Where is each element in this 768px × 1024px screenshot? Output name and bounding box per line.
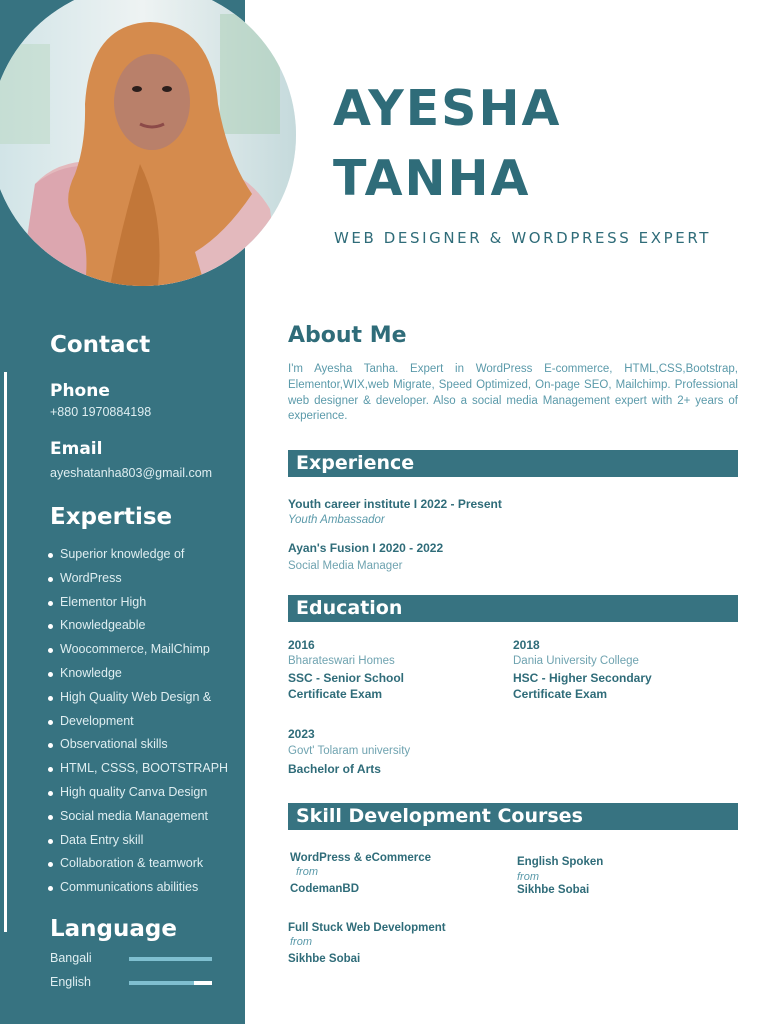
language-row	[50, 951, 220, 967]
expertise-item: WordPress	[46, 567, 236, 591]
experience-item-role: Social Media Manager	[288, 560, 403, 572]
education-year: 2018	[513, 638, 540, 652]
expertise-list	[46, 543, 236, 900]
expertise-item: High quality Canva Design	[46, 781, 236, 805]
first-name: AYESHA	[333, 80, 562, 137]
language-row	[50, 975, 220, 991]
courses-heading: Skill Development Courses	[288, 803, 738, 830]
education-heading: Education	[288, 595, 738, 622]
about-paragraph: I'm Ayesha Tanha. Expert in WordPress E-commerce, HTML,CSS,Bootstrap, Elementor,WIX,web Migrate, Speed Optimized, On-page SEO, Mailchimp. Professional web designer & developer. Also a social media Management expert with 2+ years of experience.	[288, 363, 738, 423]
expertise-item: Communications abilities	[46, 876, 236, 900]
expertise-item: Woocommerce, MailChimp	[46, 638, 236, 662]
course-from: from	[517, 871, 539, 883]
experience-item-heading: Youth career institute I 2022 - Present	[288, 497, 502, 511]
language-level-bar	[129, 957, 212, 961]
education-degree-cont: Certificate Exam	[288, 687, 383, 701]
language-level-fill	[129, 981, 194, 985]
expertise-item: High Quality Web Design &	[46, 686, 236, 710]
expertise-item: Superior knowledge of	[46, 543, 236, 567]
expertise-item: Knowledgeable	[46, 614, 236, 638]
expertise-item: Collaboration & teamwork	[46, 852, 236, 876]
course-provider: Sikhbe Sobai	[517, 884, 590, 896]
expertise-item: Social media Management	[46, 805, 236, 829]
expertise-item: HTML, CSSS, BOOTSTRAPH	[46, 757, 236, 781]
education-degree-cont: Certificate Exam	[513, 687, 608, 701]
contact-heading: Contact	[50, 332, 151, 358]
education-school: Bharateswari Homes	[288, 655, 395, 667]
course-provider: Sikhbe Sobai	[288, 953, 361, 965]
language-level-bar	[129, 981, 212, 985]
course-from: from	[290, 936, 312, 948]
expertise-item: Knowledge	[46, 662, 236, 686]
expertise-heading: Expertise	[50, 504, 173, 530]
experience-item-heading: Ayan's Fusion I 2020 - 2022	[288, 541, 444, 555]
experience-item-role: Youth Ambassador	[288, 514, 385, 526]
phone-value: +880 1970884198	[50, 405, 152, 419]
education-degree: SSC - Senior School	[288, 671, 405, 685]
language-level-fill	[129, 957, 212, 961]
expertise-item: Elementor High	[46, 591, 236, 615]
email-value: ayeshatanha803@gmail.com	[50, 466, 213, 480]
education-school: Govt' Tolaram university	[288, 745, 411, 757]
profile-photo	[0, 0, 296, 286]
language-name: English	[50, 975, 91, 989]
language-heading: Language	[50, 916, 177, 942]
job-title: WEB DESIGNER & WORDPRESS EXPERT	[334, 229, 712, 247]
course-name: English Spoken	[517, 856, 604, 868]
course-from: from	[296, 866, 318, 878]
education-degree: HSC - Higher Secondary	[513, 671, 652, 685]
experience-heading: Experience	[288, 450, 738, 477]
expertise-item: Data Entry skill	[46, 829, 236, 853]
course-name: WordPress & eCommerce	[290, 852, 432, 864]
sidebar-accent-line	[4, 372, 7, 932]
last-name: TANHA	[333, 150, 531, 207]
education-school: Dania University College	[513, 655, 639, 667]
course-name: Full Stuck Web Development	[288, 922, 446, 934]
email-label: Email	[50, 439, 103, 459]
expertise-item: Observational skills	[46, 733, 236, 757]
education-year: 2023	[288, 727, 315, 741]
language-name: Bangali	[50, 951, 92, 965]
course-provider: CodemanBD	[290, 883, 360, 895]
phone-label: Phone	[50, 381, 110, 401]
about-heading: About Me	[288, 323, 407, 348]
education-year: 2016	[288, 638, 315, 652]
expertise-item: Development	[46, 710, 236, 734]
education-degree: Bachelor of Arts	[288, 762, 381, 776]
